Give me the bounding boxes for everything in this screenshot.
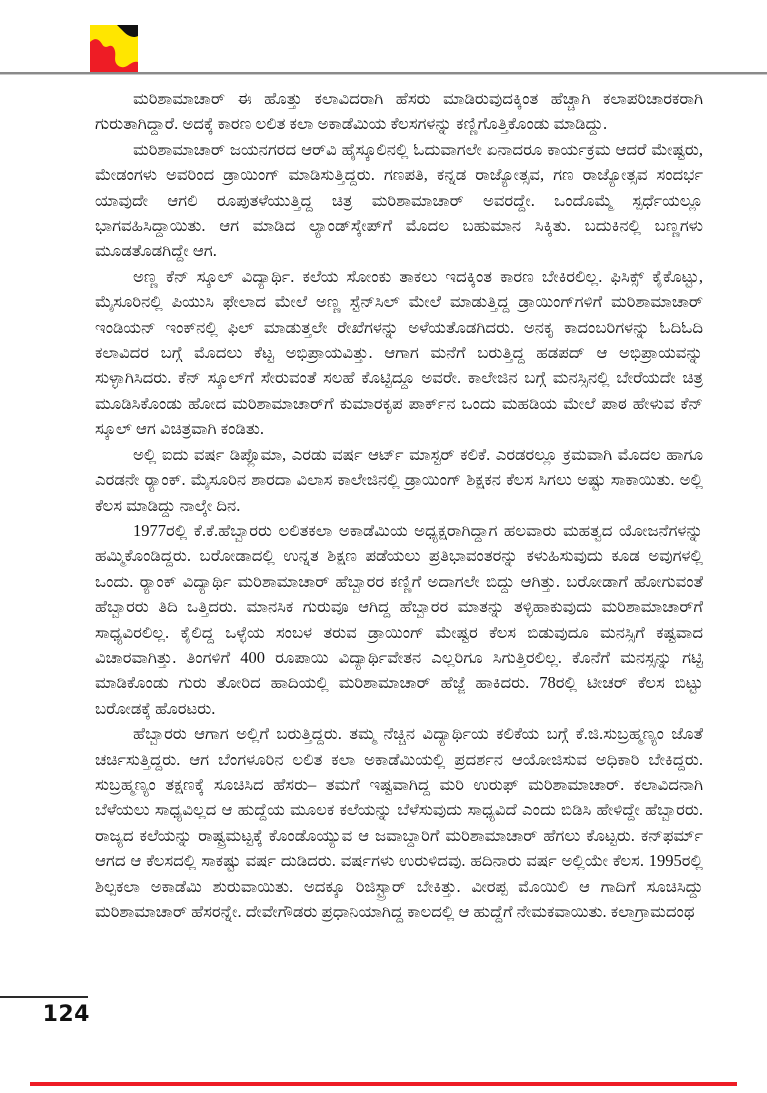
publisher-logo-icon xyxy=(90,25,138,72)
body-paragraph: ಮರಿಶಾಮಾಚಾರ್ ಈ ಹೊತ್ತು ಕಲಾವಿದರಾಗಿ ಹೆಸರು ಮಾಡಿರುವುದಕ್ಕಿಂತ ಹೆಚ್ಚಾಗಿ ಕಲಾಪರಿಚಾರಕರಾಗಿ ಗುರುತಾಗಿದ್ದಾರೆ. ಅದಕ್ಕೆ ಕಾರಣ ಲಲಿತ ಕಲಾ ಅಕಾಡೆಮಿಯ ಕೆಲಸಗಳನ್ನು ಕಣ್ಣಿಗೊತ್ತಿಕೊಂಡು ಮಾಡಿದ್ದು. xyxy=(95,89,703,134)
body-paragraph: ಅಲ್ಲಿ ಐದು ವರ್ಷ ಡಿಪ್ಲೊಮಾ, ಎರಡು ವರ್ಷ ಆರ್ಟ್ ಮಾಸ್ಟರ್ ಕಲಿಕೆ. ಎರಡರಲ್ಲೂ ಕ್ರಮವಾಗಿ ಮೊದಲ ಹಾಗೂ ಎರಡನೇ ರ‍್ಯಾಂಕ್. ಮೈಸೂರಿನ ಶಾರದಾ ವಿಲಾಸ ಕಾಲೇಜಿನಲ್ಲಿ ಡ್ರಾಯಿಂಗ್ ಶಿಕ್ಷಕನ ಕೆಲಸ ಸಿಗಲು ಅಷ್ಟು ಸಾಕಾಯಿತು. ಅಲ್ಲಿ ಕೆಲಸ ಮಾಡಿದ್ದು ನಾಲ್ಕೇ ದಿನ. xyxy=(95,444,703,515)
body-paragraph: 1977ರಲ್ಲಿ ಕೆ.ಕೆ.ಹೆಬ್ಬಾರರು ಲಲಿತಕಲಾ ಅಕಾಡೆಮಿಯ ಅಧ್ಯಕ್ಷರಾಗಿದ್ದಾಗ ಹಲವಾರು ಮಹತ್ವದ ಯೋಜನೆಗಳನ್ನು ಹಮ್ಮಿಕೊಂಡಿದ್ದರು. ಬರೋಡಾದಲ್ಲಿ ಉನ್ನತ ಶಿಕ್ಷಣ ಪಡೆಯಲು ಪ್ರತಿಭಾವಂತರನ್ನು ಕಳುಹಿಸುವುದು ಕೂಡ ಅವುಗಳಲ್ಲಿ ಒಂದು. ರ‍್ಯಾಂಕ್ ವಿದ್ಯಾರ್ಥಿ ಮರಿಶಾಮಾಚಾರ್ ಹೆಬ್ಬಾರರ ಕಣ್ಣಿಗೆ ಅದಾಗಲೇ ಬಿದ್ದು ಆಗಿತ್ತು. ಬರೋಡಾಗೆ ಹೋಗುವಂತೆ ಹೆಬ್ಬಾರರು ತಿದಿ ಒತ್ತಿದರು. ಮಾನಸಿಕ ಗುರುವೂ ಆಗಿದ್ದ ಹೆಬ್ಬಾರರ ಮಾತನ್ನು ತಳ್ಳಿಹಾಕುವುದು ಮರಿಶಾಮಾಚಾರ್‌ಗೆ ಸಾಧ್ಯವಿರಲಿಲ್ಲ. ಕೈಲಿದ್ದ ಒಳ್ಳೆಯ ಸಂಬಳ ತರುವ ಡ್ರಾಯಿಂಗ್ ಮೇಷ್ಟರ ಕೆಲಸ ಬಿಡುವುದೂ ಮನಸ್ಸಿಗೆ ಕಷ್ಟವಾದ ವಿಚಾರವಾಗಿತ್ತು. ತಿಂಗಳಿಗೆ 400 ರೂಪಾಯಿ ವಿದ್ಯಾರ್ಥಿವೇತನ ಎಲ್ಲರಿಗೂ ಸಿಗುತ್ತಿರಲಿಲ್ಲ. ಕೊನೆಗೆ ಮನಸ್ಸನ್ನು ಗಟ್ಟಿ ಮಾಡಿಕೊಂಡು ಗುರು ತೋರಿದ ಹಾದಿಯಲ್ಲಿ ಮರಿಶಾಮಾಚಾರ್ ಹೆಜ್ಜೆ ಹಾಕಿದರು. 78ರಲ್ಲಿ ಟೀಚರ್ ಕೆಲಸ ಬಿಟ್ಟು ಬರೋಡಕ್ಕೆ ಹೊರಟರು. xyxy=(95,520,703,718)
page-number: 124 xyxy=(42,1002,90,1027)
article-text xyxy=(95,86,703,924)
body-paragraph: ಮರಿಶಾಮಾಚಾರ್ ಜಯನಗರದ ಆರ್‌ವಿ ಹೈಸ್ಕೂಲಿನಲ್ಲಿ ಓದುವಾಗಲೇ ಏನಾದರೂ ಕಾರ್ಯಕ್ರಮ ಆದರೆ ಮೇಷ್ಟರು, ಮೇಡಂಗಳು ಅವರಿಂದ ಡ್ರಾಯಿಂಗ್ ಮಾಡಿಸುತ್ತಿದ್ದರು. ಗಣಪತಿ, ಕನ್ನಡ ರಾಜ್ಯೋತ್ಸವ, ಗಣ ರಾಜ್ಯೋತ್ಸವ ಸಂದರ್ಭ ಯಾವುದೇ ಆಗಲಿ ರೂಪುತಳೆಯುತ್ತಿದ್ದ ಚಿತ್ರ ಮರಿಶಾಮಾಚಾರ್ ಅವರದ್ದೇ. ಒಂದೊಮ್ಮೆ ಸ್ಪರ್ಧೆಯಲ್ಲೂ ಭಾಗವಹಿಸಿದ್ದಾಯಿತು. ಆಗ ಮಾಡಿದ ಲ್ಯಾಂಡ್‌ಸ್ಕೇಪ್‌ಗೆ ಮೊದಲ ಬಹುಮಾನ ಸಿಕ್ಕಿತು. ಬದುಕಿನಲ್ಲಿ ಬಣ್ಣಗಳು ಮೂಡತೊಡಗಿದ್ದೇ ಆಗ. xyxy=(95,139,703,261)
body-paragraph: ಅಣ್ಣ ಕೆನ್ ಸ್ಕೂಲ್ ವಿದ್ಯಾರ್ಥಿ. ಕಲೆಯ ಸೋಂಕು ತಾಕಲು ಇದಕ್ಕಿಂತ ಕಾರಣ ಬೇಕಿರಲಿಲ್ಲ. ಫಿಸಿಕ್ಸ್ ಕೈಕೊಟ್ಟು, ಮೈಸೂರಿನಲ್ಲಿ ಪಿಯುಸಿ ಫೇಲಾದ ಮೇಲೆ ಅಣ್ಣ ಸ್ಟೆನ್‌ಸಿಲ್ ಮೇಲೆ ಮಾಡುತ್ತಿದ್ದ ಡ್ರಾಯಿಂಗ್‌ಗಳಿಗೆ ಮರಿಶಾಮಾಚಾರ್ ಇಂಡಿಯನ್ ಇಂಕ್‌ನಲ್ಲಿ ಫಿಲ್ ಮಾಡುತ್ತಲೇ ರೇಖೆಗಳನ್ನು ಅಳೆಯತೊಡಗಿದರು. ಅನಕೃ ಕಾದಂಬರಿಗಳನ್ನು ಓದಿಓದಿ ಕಲಾವಿದರ ಬಗ್ಗೆ ಮೊದಲು ಕೆಟ್ಟ ಅಭಿಪ್ರಾಯವಿತ್ತು. ಆಗಾಗ ಮನೆಗೆ ಬರುತ್ತಿದ್ದ ಹಡಪದ್ ಆ ಅಭಿಪ್ರಾಯವನ್ನು ಸುಳ್ಳಾಗಿಸಿದರು. ಕೆನ್ ಸ್ಕೂಲ್‌ಗೆ ಸೇರುವಂತೆ ಸಲಹೆ ಕೊಟ್ಟಿದ್ದೂ ಅವರೇ. ಕಾಲೇಜಿನ ಬಗ್ಗೆ ಮನಸ್ಸಿನಲ್ಲಿ ಬೇರೆಯದೇ ಚಿತ್ರ ಮೂಡಿಸಿಕೊಂಡು ಹೋದ ಮರಿಶಾಮಾಚಾರ್‌ಗೆ ಕುಮಾರಕೃಪ ಪಾರ್ಕ್‌ನ ಒಂದು ಮಹಡಿಯ ಮೇಲೆ ಪಾಠ ಹೇಳುವ ಕೆನ್ ಸ್ಕೂಲ್ ಆಗ ವಿಚಿತ್ರವಾಗಿ ಕಂಡಿತು. xyxy=(95,266,703,439)
page-number-divider xyxy=(0,996,88,998)
bottom-accent-bar xyxy=(30,1082,737,1086)
header-divider xyxy=(0,72,767,75)
body-paragraph: ಹೆಬ್ಬಾರರು ಆಗಾಗ ಅಲ್ಲಿಗೆ ಬರುತ್ತಿದ್ದರು. ತಮ್ಮ ನೆಚ್ಚಿನ ವಿದ್ಯಾರ್ಥಿಯ ಕಲಿಕೆಯ ಬಗ್ಗೆ ಕೆ.ಜಿ.ಸುಬ್ರಹ್ಮಣ್ಯಂ ಜೊತೆ ಚರ್ಚಿಸುತ್ತಿದ್ದರು. ಆಗ ಬೆಂಗಳೂರಿನ ಲಲಿತ ಕಲಾ ಅಕಾಡೆಮಿಯಲ್ಲಿ ಪ್ರದರ್ಶನ ಆಯೋಜಿಸುವ ಅಧಿಕಾರಿ ಬೇಕಿದ್ದರು. ಸುಬ್ರಹ್ಮಣ್ಯಂ ತಕ್ಷಣಕ್ಕೆ ಸೂಚಿಸಿದ ಹೆಸರು– ತಮಗೆ ಇಷ್ಟವಾಗಿದ್ದ ಮರಿ ಉರುಫ್ ಮರಿಶಾಮಾಚಾರ್. ಕಲಾವಿದನಾಗಿ ಬೆಳೆಯಲು ಸಾಧ್ಯವಿಲ್ಲದ ಆ ಹುದ್ದೆಯ ಮೂಲಕ ಕಲೆಯನ್ನು ಬೆಳೆಸುವುದು ಸಾಧ್ಯವಿದೆ ಎಂದು ಬಿಡಿಸಿ ಹೇಳಿದ್ದೇ ಹೆಬ್ಬಾರರು. ರಾಜ್ಯದ ಕಲೆಯನ್ನು ರಾಷ್ಟ್ರಮಟ್ಟಕ್ಕೆ ಕೊಂಡೊಯ್ಯುವ ಆ ಜವಾಬ್ದಾರಿಗೆ ಮರಿಶಾಮಾಚಾರ್ ಹೆಗಲು ಕೊಟ್ಟರು. ಕನ್‌ಫರ್ಮ್ ಆಗದ ಆ ಕೆಲಸದಲ್ಲಿ ಸಾಕಷ್ಟು ವರ್ಷ ದುಡಿದರು. ವರ್ಷಗಳು ಉರುಳಿದವು. ಹದಿನಾರು ವರ್ಷ ಅಲ್ಲಿಯೇ ಕೆಲಸ. 1995ರಲ್ಲಿ ಶಿಲ್ಪಕಲಾ ಅಕಾಡೆಮಿ ಶುರುವಾಯಿತು. ಅದಕ್ಕೂ ರಿಜಿಸ್ಟ್ರಾರ್ ಬೇಕಿತ್ತು. ವೀರಪ್ಪ ಮೊಯಿಲಿ ಆ ಗಾದಿಗೆ ಸೂಚಿಸಿದ್ದು ಮರಿಶಾಮಾಚಾರ್ ಹೆಸರನ್ನೇ. ದೇವೇಗೌಡರು ಪ್ರಧಾನಿಯಾಗಿದ್ದ ಕಾಲದಲ್ಲಿ ಆ ಹುದ್ದೆಗೆ ನೇಮಕವಾಯಿತು. ಕಲಾಗ್ರಾಮದಂಥ xyxy=(95,724,703,921)
